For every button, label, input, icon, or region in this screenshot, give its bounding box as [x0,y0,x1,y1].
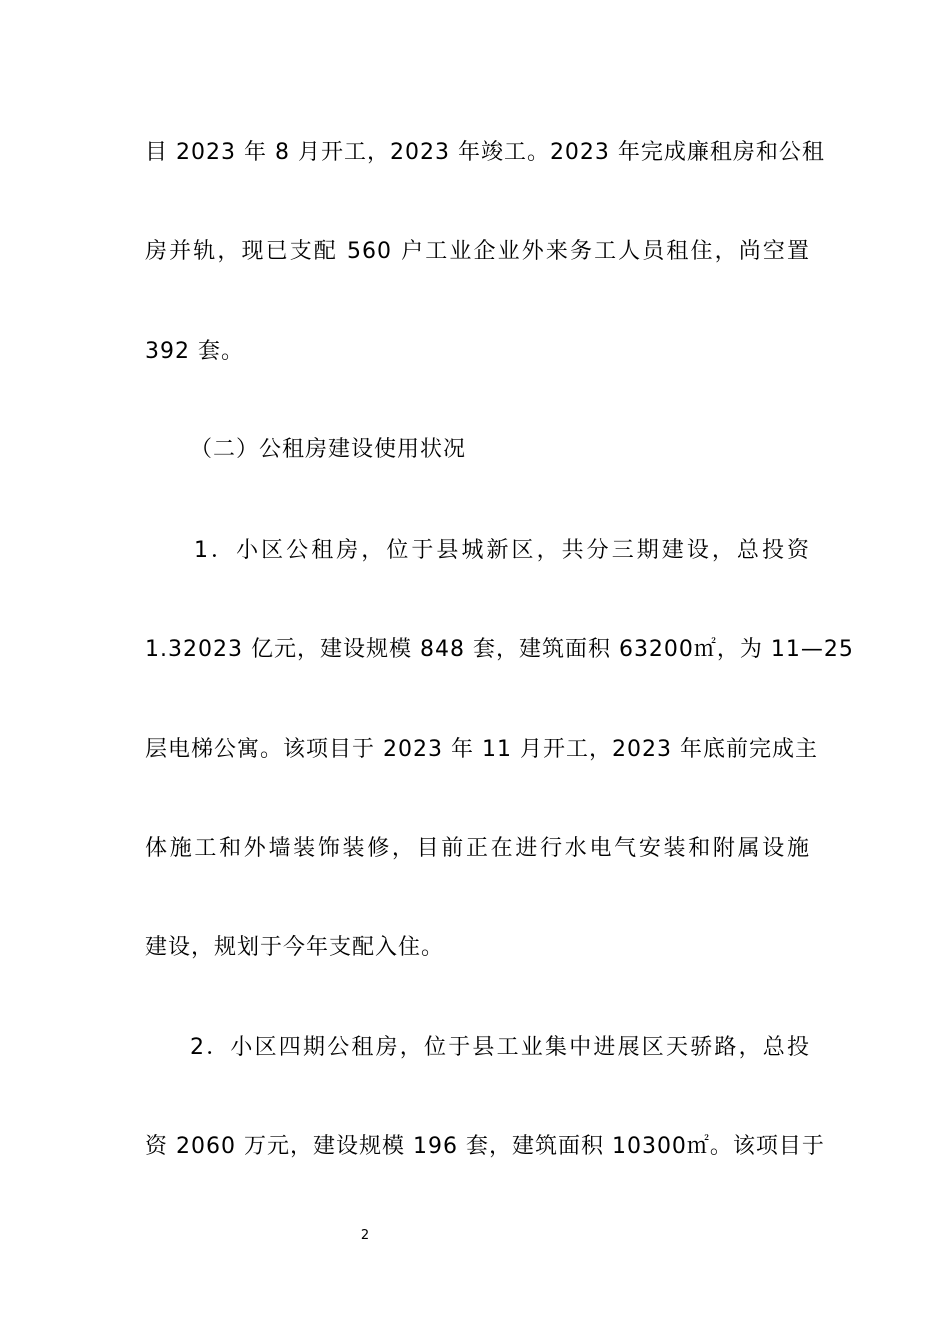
paragraph-line: 层电梯公寓。该项目于 2023 年 11 月开工，2023 年底前完成主 [145,737,818,762]
paragraph-line: 2．小区四期公租房，位于县工业集中进展区天骄路，总投 [190,1035,810,1060]
paragraph-line: 资 2060 万元，建设规模 196 套，建筑面积 10300㎡。该项目于 [145,1134,825,1159]
paragraph-line: 目 2023 年 8 月开工，2023 年竣工。2023 年完成廉租房和公租 [145,140,825,165]
paragraph-line: 1．小区公租房，位于县城新区，共分三期建设，总投资 [194,538,810,563]
page-number: 2 [360,1228,370,1243]
paragraph-line: 建设，规划于今年支配入住。 [145,935,445,960]
paragraph-line: 房并轨，现已支配 560 户工业企业外来务工人员租住，尚空置 [145,239,810,264]
paragraph-line: 体施工和外墙装饰装修，目前正在进行水电气安装和附属设施 [145,836,810,861]
paragraph-line: 1.32023 亿元，建设规模 848 套，建筑面积 63200㎡，为 11—25 [145,637,854,662]
section-heading: （二）公租房建设使用状况 [190,437,467,462]
paragraph-line: 392 套。 [145,339,244,364]
